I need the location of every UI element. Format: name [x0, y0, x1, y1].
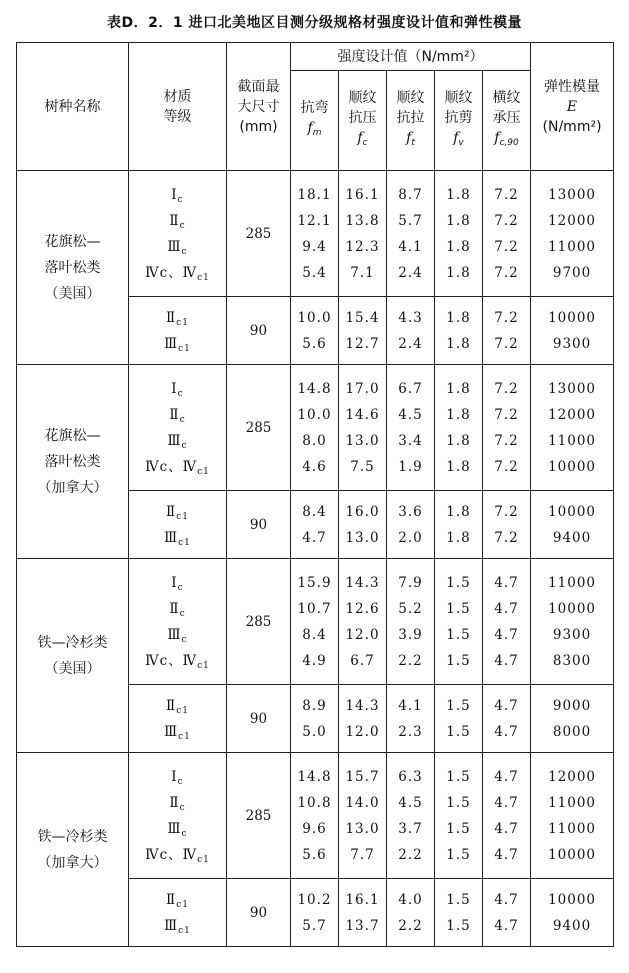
fc-cell	[339, 491, 387, 559]
grade-value: $Ⅱ_c$	[169, 600, 186, 619]
fv-value: 1.8	[446, 264, 471, 281]
e-cell	[531, 879, 614, 947]
fc-value: 7.5	[350, 458, 375, 475]
fc-value: 7.1	[350, 264, 375, 281]
ft-cell	[387, 365, 435, 491]
e-value: 10000	[548, 458, 597, 475]
table-row	[17, 365, 614, 491]
fc-value: 13.0	[345, 529, 380, 546]
fc90-value: 7.2	[494, 186, 519, 203]
fv-value: 1.8	[446, 335, 471, 352]
fc90-cell	[483, 297, 531, 365]
fm-value: 4.7	[302, 529, 327, 546]
fc-value: 13.8	[345, 212, 380, 229]
e-value: 8300	[552, 652, 592, 669]
e-cell	[531, 297, 614, 365]
fc-value: 14.0	[345, 794, 380, 811]
species-line: （美国）	[44, 660, 101, 677]
fc-cell	[339, 685, 387, 753]
grade-value: $Ⅲ_c$	[167, 820, 188, 839]
fm-cell	[291, 171, 339, 297]
grade-value: $Ⅲ_c$	[167, 626, 188, 645]
fv-value: 1.5	[446, 574, 471, 591]
grade-value: $Ⅲ_{c1}$	[164, 529, 191, 548]
fm-value: 12.1	[297, 212, 332, 229]
ft-value: 4.0	[398, 891, 423, 908]
grade-cell	[129, 753, 227, 879]
grade-value: $Ⅰ_c$	[171, 380, 184, 399]
e-value: 11000	[548, 794, 597, 811]
table-row	[17, 171, 614, 297]
table-title: 表D．2．1 进口北美地区目测分级规格材强度设计值和弹性模量	[107, 15, 522, 31]
ft-value: 6.7	[398, 380, 423, 397]
fc-value: 12.0	[345, 626, 380, 643]
fc-value: 12.6	[345, 600, 380, 617]
species-line: （加拿大）	[37, 854, 108, 871]
fv-cell	[435, 297, 483, 365]
grade-value: $Ⅱ_{c1}$	[166, 309, 189, 328]
fc90-value: 4.7	[494, 626, 519, 643]
header-size: 截面最 大尺寸 (mm)	[227, 43, 291, 171]
e-value: 9400	[552, 917, 592, 934]
fc-value: 13.7	[345, 917, 380, 934]
fc-cell	[339, 753, 387, 879]
e-value: 10000	[548, 600, 597, 617]
fc-value: 16.1	[345, 186, 380, 203]
fv-value: 1.8	[446, 309, 471, 326]
fv-value: 1.5	[446, 820, 471, 837]
ft-value: 2.4	[398, 264, 423, 281]
ft-value: 1.9	[398, 458, 423, 475]
fv-value: 1.5	[446, 768, 471, 785]
e-cell	[531, 753, 614, 879]
fv-value: 1.8	[446, 380, 471, 397]
ft-value: 8.7	[398, 186, 423, 203]
fm-value: 5.6	[302, 335, 327, 352]
fv-cell	[435, 365, 483, 491]
ft-value: 4.1	[398, 697, 423, 714]
header-fc90: 横纹 承压 $f_{c,90}$	[483, 71, 531, 171]
e-value: 12000	[548, 406, 597, 423]
fc-cell	[339, 171, 387, 297]
ft-value: 3.7	[398, 820, 423, 837]
fm-value: 4.9	[302, 652, 327, 669]
header-fc: 顺纹 抗压 $f_c$	[339, 71, 387, 171]
grade-value: $Ⅲ_c$	[167, 238, 188, 257]
fm-value: 8.4	[302, 503, 327, 520]
fv-value: 1.5	[446, 723, 471, 740]
e-cell	[531, 491, 614, 559]
fv-value: 1.8	[446, 186, 471, 203]
fm-value: 5.4	[302, 264, 327, 281]
species-line: 落叶松类	[44, 453, 101, 470]
fv-cell	[435, 753, 483, 879]
e-cell	[531, 685, 614, 753]
fc90-value: 4.7	[494, 768, 519, 785]
ft-value: 4.5	[398, 406, 423, 423]
fc90-value: 7.2	[494, 406, 519, 423]
fm-value: 5.7	[302, 917, 327, 934]
ft-cell	[387, 879, 435, 947]
fc90-value: 4.7	[494, 794, 519, 811]
fv-cell	[435, 171, 483, 297]
header-strength-group: 强度设计值（N/mm²）	[291, 43, 531, 71]
fc90-value: 7.2	[494, 309, 519, 326]
header-fv: 顺纹 抗剪 $f_v$	[435, 71, 483, 171]
fm-cell	[291, 491, 339, 559]
grade-value: $Ⅲ_c$	[167, 432, 188, 451]
fm-value: 9.6	[302, 820, 327, 837]
grade-value: Ⅳc、$Ⅳ_{c1}$	[145, 846, 210, 865]
fm-value: 8.4	[302, 626, 327, 643]
fc-cell	[339, 297, 387, 365]
e-value: 11000	[548, 820, 597, 837]
fm-cell	[291, 753, 339, 879]
fc-value: 12.0	[345, 723, 380, 740]
species-name	[17, 753, 129, 947]
e-value: 13000	[548, 380, 597, 397]
species-line: 花旗松—	[44, 427, 101, 444]
fv-value: 1.5	[446, 600, 471, 617]
grade-cell	[129, 365, 227, 491]
table-row	[17, 559, 614, 685]
fc90-cell	[483, 879, 531, 947]
ft-cell	[387, 297, 435, 365]
fc90-value: 7.2	[494, 503, 519, 520]
fc90-value: 4.7	[494, 917, 519, 934]
fm-cell	[291, 297, 339, 365]
ft-value: 3.9	[398, 626, 423, 643]
fv-value: 1.5	[446, 917, 471, 934]
e-value: 13000	[548, 186, 597, 203]
fc90-value: 7.2	[494, 458, 519, 475]
fv-value: 1.5	[446, 652, 471, 669]
fc-value: 7.7	[350, 846, 375, 863]
ft-value: 3.6	[398, 503, 423, 520]
fv-value: 1.5	[446, 697, 471, 714]
fv-value: 1.8	[446, 238, 471, 255]
fv-cell	[435, 685, 483, 753]
ft-value: 4.5	[398, 794, 423, 811]
grade-value: $Ⅱ_c$	[169, 406, 186, 425]
fv-cell	[435, 491, 483, 559]
grade-cell	[129, 491, 227, 559]
fc90-value: 4.7	[494, 891, 519, 908]
e-value: 8000	[552, 723, 592, 740]
e-value: 9400	[552, 529, 592, 546]
fc90-value: 7.2	[494, 335, 519, 352]
fc90-value: 4.7	[494, 820, 519, 837]
grade-value: $Ⅱ_c$	[169, 794, 186, 813]
ft-cell	[387, 753, 435, 879]
species-line: 花旗松—	[44, 233, 101, 250]
grade-value: $Ⅰ_c$	[171, 574, 184, 593]
ft-value: 2.2	[398, 652, 423, 669]
fc-value: 15.4	[345, 309, 380, 326]
fv-cell	[435, 879, 483, 947]
e-value: 11000	[548, 432, 597, 449]
grade-value: $Ⅰ_c$	[171, 768, 184, 787]
ft-value: 2.2	[398, 846, 423, 863]
species-name	[17, 171, 129, 365]
grade-value: $Ⅱ_{c1}$	[166, 697, 189, 716]
fc-value: 16.1	[345, 891, 380, 908]
header-fm: 抗弯 $f_m$	[291, 71, 339, 171]
fm-value: 10.2	[297, 891, 332, 908]
fv-value: 1.8	[446, 406, 471, 423]
fc-value: 12.7	[345, 335, 380, 352]
e-value: 9300	[552, 626, 592, 643]
fc90-value: 7.2	[494, 238, 519, 255]
e-value: 12000	[548, 768, 597, 785]
fc90-cell	[483, 365, 531, 491]
fc90-cell	[483, 171, 531, 297]
table-body	[17, 171, 614, 947]
fc-value: 14.3	[345, 574, 380, 591]
fm-value: 10.8	[297, 794, 332, 811]
fc-value: 15.7	[345, 768, 380, 785]
fc-value: 14.6	[345, 406, 380, 423]
fc90-value: 4.7	[494, 697, 519, 714]
ft-value: 4.3	[398, 309, 423, 326]
fc-value: 17.0	[345, 380, 380, 397]
grade-value: $Ⅲ_{c1}$	[164, 335, 191, 354]
e-value: 12000	[548, 212, 597, 229]
grade-value: $Ⅰ_c$	[171, 186, 184, 205]
fm-value: 10.0	[297, 406, 332, 423]
fc90-value: 7.2	[494, 212, 519, 229]
species-line: 铁—冷杉类	[37, 828, 108, 845]
header-elastic-modulus: 弹性模量 E (N/mm²)	[531, 43, 614, 171]
header-ft: 顺纹 抗拉 $f_t$	[387, 71, 435, 171]
fc90-value: 4.7	[494, 574, 519, 591]
ft-value: 6.3	[398, 768, 423, 785]
e-value: 11000	[548, 238, 597, 255]
fc90-value: 4.7	[494, 723, 519, 740]
species-line: 落叶松类	[44, 259, 101, 276]
size-cell: 285	[227, 753, 291, 879]
e-value: 9300	[552, 335, 592, 352]
size-cell: 90	[227, 491, 291, 559]
species-line: （美国）	[44, 285, 101, 302]
fm-value: 9.4	[302, 238, 327, 255]
fc-value: 14.3	[345, 697, 380, 714]
species-line: 铁—冷杉类	[37, 634, 108, 651]
fm-value: 18.1	[297, 186, 332, 203]
fc-value: 13.0	[345, 432, 380, 449]
fc90-value: 4.7	[494, 846, 519, 863]
e-value: 10000	[548, 503, 597, 520]
e-value: 11000	[548, 574, 597, 591]
fv-value: 1.8	[446, 458, 471, 475]
species-name	[17, 365, 129, 559]
header-grade: 材质 等级	[129, 43, 227, 171]
ft-cell	[387, 171, 435, 297]
e-cell	[531, 171, 614, 297]
grade-value: $Ⅲ_{c1}$	[164, 917, 191, 936]
grade-value: $Ⅱ_c$	[169, 212, 186, 231]
fm-value: 5.6	[302, 846, 327, 863]
fc90-cell	[483, 753, 531, 879]
fm-cell	[291, 365, 339, 491]
ft-value: 2.4	[398, 335, 423, 352]
ft-cell	[387, 559, 435, 685]
grade-cell	[129, 297, 227, 365]
grade-value: Ⅳc、$Ⅳ_{c1}$	[145, 458, 210, 477]
size-cell: 285	[227, 365, 291, 491]
fv-value: 1.8	[446, 529, 471, 546]
size-cell: 90	[227, 685, 291, 753]
species-line: （加拿大）	[37, 479, 108, 496]
ft-cell	[387, 685, 435, 753]
grade-value: $Ⅱ_{c1}$	[166, 891, 189, 910]
e-value: 10000	[548, 309, 597, 326]
grade-cell	[129, 171, 227, 297]
fc-value: 13.0	[345, 820, 380, 837]
size-cell: 90	[227, 297, 291, 365]
fc90-value: 4.7	[494, 652, 519, 669]
fc90-value: 7.2	[494, 529, 519, 546]
fv-value: 1.8	[446, 212, 471, 229]
fm-value: 14.8	[297, 768, 332, 785]
fc90-cell	[483, 491, 531, 559]
grade-value: Ⅳc、$Ⅳ_{c1}$	[145, 652, 210, 671]
fm-cell	[291, 879, 339, 947]
fm-cell	[291, 685, 339, 753]
ft-value: 4.1	[398, 238, 423, 255]
fm-value: 10.7	[297, 600, 332, 617]
fm-cell	[291, 559, 339, 685]
e-value: 10000	[548, 891, 597, 908]
grade-cell	[129, 685, 227, 753]
fv-cell	[435, 559, 483, 685]
grade-cell	[129, 559, 227, 685]
ft-value: 2.2	[398, 917, 423, 934]
ft-value: 7.9	[398, 574, 423, 591]
fm-value: 8.0	[302, 432, 327, 449]
fm-value: 14.8	[297, 380, 332, 397]
e-cell	[531, 559, 614, 685]
fm-value: 15.9	[297, 574, 332, 591]
fm-value: 4.6	[302, 458, 327, 475]
e-value: 9000	[552, 697, 592, 714]
size-cell: 285	[227, 171, 291, 297]
fc-cell	[339, 559, 387, 685]
fc90-value: 4.7	[494, 600, 519, 617]
fv-value: 1.5	[446, 794, 471, 811]
fm-value: 10.0	[297, 309, 332, 326]
fc-cell	[339, 879, 387, 947]
ft-value: 2.3	[398, 723, 423, 740]
fc90-cell	[483, 559, 531, 685]
fc-value: 16.0	[345, 503, 380, 520]
ft-value: 5.7	[398, 212, 423, 229]
header-species: 树种名称	[17, 43, 129, 171]
fv-value: 1.5	[446, 891, 471, 908]
grade-value: Ⅳc、$Ⅳ_{c1}$	[145, 264, 210, 283]
fc90-value: 7.2	[494, 264, 519, 281]
ft-cell	[387, 491, 435, 559]
fc-value: 6.7	[350, 652, 375, 669]
fv-value: 1.8	[446, 432, 471, 449]
grade-cell	[129, 879, 227, 947]
size-cell: 90	[227, 879, 291, 947]
ft-value: 2.0	[398, 529, 423, 546]
fc-cell	[339, 365, 387, 491]
species-name	[17, 559, 129, 753]
e-cell	[531, 365, 614, 491]
fc90-value: 7.2	[494, 380, 519, 397]
ft-value: 5.2	[398, 600, 423, 617]
fc-value: 12.3	[345, 238, 380, 255]
e-value: 10000	[548, 846, 597, 863]
fv-value: 1.5	[446, 846, 471, 863]
grade-value: $Ⅱ_{c1}$	[166, 503, 189, 522]
fm-value: 8.9	[302, 697, 327, 714]
table-row	[17, 753, 614, 879]
e-value: 9700	[552, 264, 592, 281]
ft-value: 3.4	[398, 432, 423, 449]
strength-table	[16, 42, 614, 947]
fc90-value: 7.2	[494, 432, 519, 449]
fv-value: 1.5	[446, 626, 471, 643]
size-cell: 285	[227, 559, 291, 685]
fc90-cell	[483, 685, 531, 753]
grade-value: $Ⅲ_{c1}$	[164, 723, 191, 742]
fm-value: 5.0	[302, 723, 327, 740]
fv-value: 1.8	[446, 503, 471, 520]
